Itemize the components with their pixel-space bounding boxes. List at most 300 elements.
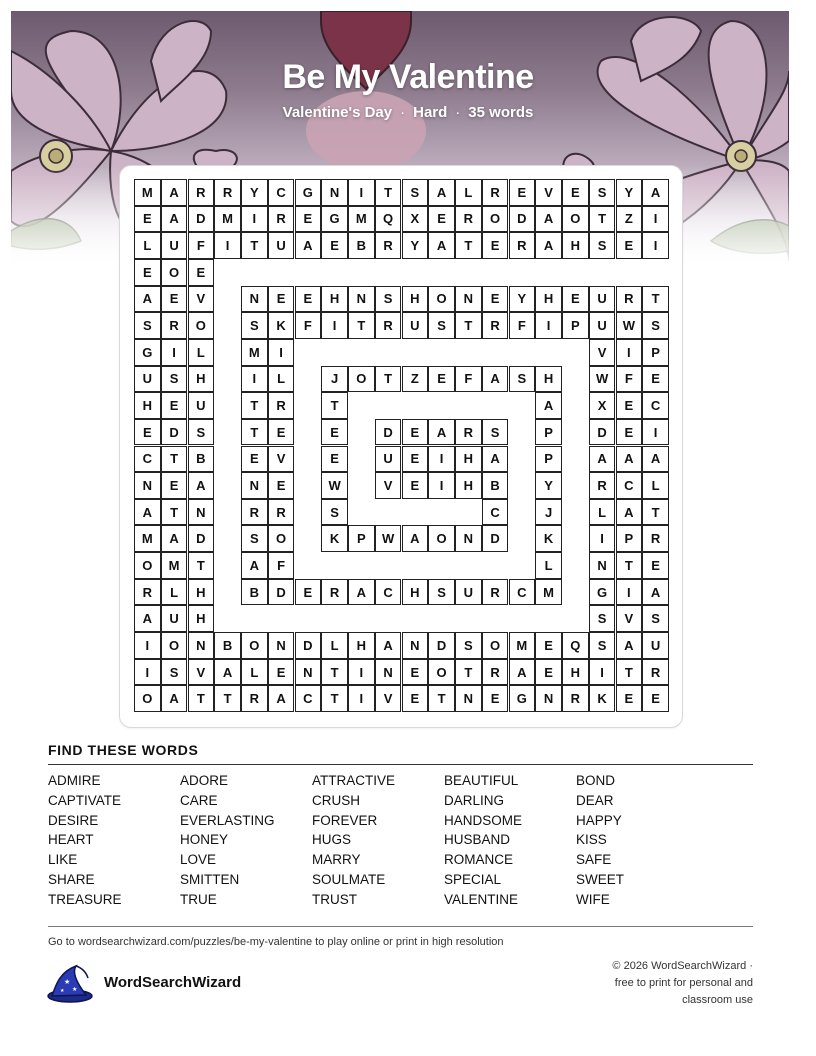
grid-cell[interactable]: E <box>482 286 509 313</box>
grid-cell[interactable]: D <box>295 632 322 659</box>
grid-cell[interactable]: S <box>428 312 455 339</box>
grid-cell[interactable]: C <box>616 472 643 499</box>
grid-cell[interactable]: I <box>161 339 188 366</box>
grid-cell[interactable]: H <box>562 232 589 259</box>
letter-grid[interactable] <box>134 179 669 712</box>
grid-cell[interactable]: I <box>321 312 348 339</box>
grid-cell[interactable]: V <box>375 685 402 712</box>
grid-cell[interactable]: A <box>428 179 455 206</box>
grid-cell[interactable]: I <box>642 206 669 233</box>
grid-cell[interactable]: P <box>535 419 562 446</box>
grid-cell[interactable]: S <box>241 525 268 552</box>
grid-cell[interactable]: D <box>482 525 509 552</box>
grid-cell[interactable]: R <box>188 179 215 206</box>
grid-cell[interactable]: R <box>268 206 295 233</box>
grid-cell[interactable]: O <box>482 206 509 233</box>
grid-cell[interactable]: N <box>321 179 348 206</box>
grid-cell[interactable]: I <box>268 339 295 366</box>
grid-cell[interactable]: I <box>428 446 455 473</box>
grid-cell[interactable]: B <box>482 472 509 499</box>
grid-cell[interactable]: Y <box>509 286 536 313</box>
grid-cell[interactable]: I <box>241 206 268 233</box>
grid-cell[interactable]: H <box>188 579 215 606</box>
grid-cell[interactable]: E <box>428 206 455 233</box>
grid-cell[interactable]: S <box>455 632 482 659</box>
grid-cell[interactable]: R <box>642 659 669 686</box>
grid-cell[interactable]: E <box>161 286 188 313</box>
grid-cell[interactable]: F <box>616 366 643 393</box>
grid-cell[interactable]: T <box>428 685 455 712</box>
grid-cell[interactable]: T <box>161 499 188 526</box>
grid-cell[interactable]: R <box>482 312 509 339</box>
grid-cell[interactable]: L <box>268 366 295 393</box>
grid-cell[interactable]: I <box>616 339 643 366</box>
grid-cell[interactable]: E <box>134 419 161 446</box>
grid-cell[interactable]: K <box>535 525 562 552</box>
grid-cell[interactable]: G <box>509 685 536 712</box>
grid-cell[interactable]: E <box>295 206 322 233</box>
grid-cell[interactable]: L <box>455 179 482 206</box>
grid-cell[interactable]: A <box>375 632 402 659</box>
grid-cell[interactable]: O <box>348 366 375 393</box>
grid-cell[interactable]: E <box>161 392 188 419</box>
grid-cell[interactable]: C <box>509 579 536 606</box>
grid-cell[interactable]: E <box>616 232 643 259</box>
grid-cell[interactable]: E <box>321 419 348 446</box>
grid-cell[interactable]: J <box>535 499 562 526</box>
grid-cell[interactable]: I <box>348 659 375 686</box>
grid-cell[interactable]: N <box>295 659 322 686</box>
grid-cell[interactable]: D <box>268 579 295 606</box>
grid-cell[interactable]: R <box>642 525 669 552</box>
grid-cell[interactable]: A <box>616 446 643 473</box>
grid-cell[interactable]: T <box>214 685 241 712</box>
grid-cell[interactable]: E <box>616 419 643 446</box>
grid-cell[interactable]: I <box>214 232 241 259</box>
grid-cell[interactable]: O <box>161 259 188 286</box>
grid-cell[interactable]: W <box>321 472 348 499</box>
grid-cell[interactable]: I <box>535 312 562 339</box>
grid-cell[interactable]: Q <box>562 632 589 659</box>
grid-cell[interactable]: I <box>589 659 616 686</box>
grid-cell[interactable]: T <box>589 206 616 233</box>
grid-cell[interactable]: W <box>375 525 402 552</box>
grid-cell[interactable]: R <box>134 579 161 606</box>
grid-cell[interactable]: I <box>428 472 455 499</box>
grid-cell[interactable]: E <box>241 446 268 473</box>
grid-cell[interactable]: T <box>642 499 669 526</box>
grid-cell[interactable]: O <box>134 685 161 712</box>
grid-cell[interactable]: O <box>161 632 188 659</box>
grid-cell[interactable]: U <box>161 232 188 259</box>
grid-cell[interactable]: P <box>348 525 375 552</box>
grid-cell[interactable]: H <box>134 392 161 419</box>
grid-cell[interactable]: H <box>321 286 348 313</box>
grid-cell[interactable]: M <box>134 525 161 552</box>
grid-cell[interactable]: E <box>321 232 348 259</box>
grid-cell[interactable]: I <box>348 685 375 712</box>
grid-cell[interactable]: A <box>535 232 562 259</box>
grid-cell[interactable]: D <box>375 419 402 446</box>
grid-cell[interactable]: H <box>455 472 482 499</box>
grid-cell[interactable]: I <box>642 419 669 446</box>
grid-cell[interactable]: N <box>188 632 215 659</box>
grid-cell[interactable]: O <box>268 525 295 552</box>
grid-cell[interactable]: M <box>509 632 536 659</box>
grid-cell[interactable]: C <box>134 446 161 473</box>
grid-cell[interactable]: O <box>241 632 268 659</box>
grid-cell[interactable]: T <box>188 552 215 579</box>
grid-cell[interactable]: L <box>241 659 268 686</box>
grid-cell[interactable]: N <box>241 472 268 499</box>
grid-cell[interactable]: E <box>616 685 643 712</box>
grid-cell[interactable]: A <box>214 659 241 686</box>
grid-cell[interactable]: E <box>428 366 455 393</box>
grid-cell[interactable]: A <box>642 579 669 606</box>
grid-cell[interactable]: H <box>188 366 215 393</box>
grid-cell[interactable]: D <box>188 525 215 552</box>
grid-cell[interactable]: S <box>161 659 188 686</box>
grid-cell[interactable]: R <box>482 659 509 686</box>
grid-cell[interactable]: T <box>375 366 402 393</box>
grid-cell[interactable]: R <box>375 312 402 339</box>
grid-cell[interactable]: S <box>321 499 348 526</box>
grid-cell[interactable]: E <box>642 366 669 393</box>
grid-cell[interactable]: D <box>161 419 188 446</box>
grid-cell[interactable]: U <box>375 446 402 473</box>
grid-cell[interactable]: I <box>616 579 643 606</box>
grid-cell[interactable]: S <box>482 419 509 446</box>
grid-cell[interactable]: N <box>535 685 562 712</box>
grid-cell[interactable]: C <box>482 499 509 526</box>
grid-cell[interactable]: L <box>535 552 562 579</box>
grid-cell[interactable]: N <box>455 525 482 552</box>
grid-cell[interactable]: D <box>428 632 455 659</box>
grid-cell[interactable]: A <box>535 392 562 419</box>
grid-cell[interactable]: F <box>509 312 536 339</box>
grid-cell[interactable]: H <box>402 579 429 606</box>
grid-cell[interactable]: Y <box>616 179 643 206</box>
grid-cell[interactable]: D <box>589 419 616 446</box>
grid-cell[interactable]: F <box>268 552 295 579</box>
grid-cell[interactable]: R <box>482 179 509 206</box>
grid-cell[interactable]: U <box>402 312 429 339</box>
grid-cell[interactable]: E <box>295 286 322 313</box>
grid-cell[interactable]: T <box>321 659 348 686</box>
grid-cell[interactable]: A <box>589 446 616 473</box>
grid-cell[interactable]: U <box>589 286 616 313</box>
grid-cell[interactable]: E <box>482 232 509 259</box>
grid-cell[interactable]: O <box>482 632 509 659</box>
grid-cell[interactable]: A <box>161 179 188 206</box>
grid-cell[interactable]: A <box>161 685 188 712</box>
grid-cell[interactable]: R <box>268 499 295 526</box>
grid-cell[interactable]: P <box>642 339 669 366</box>
grid-cell[interactable]: R <box>616 286 643 313</box>
grid-cell[interactable]: W <box>616 312 643 339</box>
grid-cell[interactable]: S <box>589 632 616 659</box>
grid-cell[interactable]: E <box>134 206 161 233</box>
grid-cell[interactable]: C <box>268 179 295 206</box>
grid-cell[interactable]: A <box>348 579 375 606</box>
grid-cell[interactable]: E <box>402 659 429 686</box>
grid-cell[interactable]: R <box>562 685 589 712</box>
grid-cell[interactable]: V <box>188 286 215 313</box>
grid-cell[interactable]: P <box>616 525 643 552</box>
grid-cell[interactable]: O <box>562 206 589 233</box>
grid-cell[interactable]: E <box>562 179 589 206</box>
grid-cell[interactable]: B <box>188 446 215 473</box>
grid-cell[interactable]: E <box>482 685 509 712</box>
grid-cell[interactable]: L <box>321 632 348 659</box>
grid-cell[interactable]: K <box>321 525 348 552</box>
grid-cell[interactable]: D <box>509 206 536 233</box>
grid-cell[interactable]: R <box>214 179 241 206</box>
grid-cell[interactable]: E <box>134 259 161 286</box>
grid-cell[interactable]: T <box>321 392 348 419</box>
grid-cell[interactable]: F <box>295 312 322 339</box>
grid-cell[interactable]: H <box>455 446 482 473</box>
grid-cell[interactable]: U <box>642 632 669 659</box>
grid-cell[interactable]: C <box>295 685 322 712</box>
grid-cell[interactable]: I <box>134 632 161 659</box>
grid-cell[interactable]: N <box>455 685 482 712</box>
grid-cell[interactable]: C <box>375 579 402 606</box>
grid-cell[interactable]: E <box>535 632 562 659</box>
grid-cell[interactable]: E <box>188 259 215 286</box>
grid-cell[interactable]: F <box>188 232 215 259</box>
grid-cell[interactable]: A <box>188 472 215 499</box>
grid-cell[interactable]: V <box>268 446 295 473</box>
grid-cell[interactable]: M <box>241 339 268 366</box>
grid-cell[interactable]: F <box>455 366 482 393</box>
grid-cell[interactable]: Z <box>402 366 429 393</box>
grid-cell[interactable]: E <box>535 659 562 686</box>
grid-cell[interactable]: V <box>616 605 643 632</box>
grid-cell[interactable]: E <box>616 392 643 419</box>
grid-cell[interactable]: V <box>589 339 616 366</box>
grid-cell[interactable]: A <box>134 605 161 632</box>
grid-cell[interactable]: S <box>402 179 429 206</box>
grid-cell[interactable]: S <box>589 179 616 206</box>
grid-cell[interactable]: Y <box>241 179 268 206</box>
grid-cell[interactable]: U <box>161 605 188 632</box>
grid-cell[interactable]: A <box>134 286 161 313</box>
grid-cell[interactable]: I <box>589 525 616 552</box>
grid-cell[interactable]: V <box>188 659 215 686</box>
grid-cell[interactable]: H <box>562 659 589 686</box>
grid-cell[interactable]: E <box>402 419 429 446</box>
grid-cell[interactable]: W <box>589 366 616 393</box>
grid-cell[interactable]: T <box>188 685 215 712</box>
grid-cell[interactable]: E <box>161 472 188 499</box>
grid-cell[interactable]: T <box>348 312 375 339</box>
grid-cell[interactable]: G <box>295 179 322 206</box>
grid-cell[interactable]: R <box>241 499 268 526</box>
grid-cell[interactable]: S <box>375 286 402 313</box>
grid-cell[interactable]: S <box>509 366 536 393</box>
grid-cell[interactable]: A <box>616 499 643 526</box>
grid-cell[interactable]: O <box>134 552 161 579</box>
grid-cell[interactable]: R <box>482 579 509 606</box>
grid-cell[interactable]: A <box>161 525 188 552</box>
grid-cell[interactable]: D <box>188 206 215 233</box>
grid-cell[interactable]: M <box>134 179 161 206</box>
grid-cell[interactable]: X <box>402 206 429 233</box>
grid-cell[interactable]: E <box>402 685 429 712</box>
grid-cell[interactable]: E <box>321 446 348 473</box>
grid-cell[interactable]: Q <box>375 206 402 233</box>
grid-cell[interactable]: S <box>589 232 616 259</box>
grid-cell[interactable]: A <box>134 499 161 526</box>
grid-cell[interactable]: E <box>402 446 429 473</box>
grid-cell[interactable]: A <box>509 659 536 686</box>
grid-cell[interactable]: H <box>535 366 562 393</box>
grid-cell[interactable]: B <box>214 632 241 659</box>
grid-cell[interactable]: A <box>482 366 509 393</box>
grid-cell[interactable]: A <box>428 419 455 446</box>
grid-cell[interactable]: T <box>241 232 268 259</box>
grid-cell[interactable]: A <box>642 179 669 206</box>
grid-cell[interactable]: M <box>214 206 241 233</box>
grid-cell[interactable]: N <box>375 659 402 686</box>
grid-cell[interactable]: A <box>161 206 188 233</box>
grid-cell[interactable]: Y <box>535 472 562 499</box>
grid-cell[interactable]: K <box>589 685 616 712</box>
grid-cell[interactable]: T <box>455 312 482 339</box>
grid-cell[interactable]: S <box>241 312 268 339</box>
grid-cell[interactable]: E <box>268 659 295 686</box>
grid-cell[interactable]: H <box>535 286 562 313</box>
grid-cell[interactable]: S <box>428 579 455 606</box>
grid-cell[interactable]: J <box>321 366 348 393</box>
grid-cell[interactable]: T <box>616 659 643 686</box>
grid-cell[interactable]: A <box>642 446 669 473</box>
grid-cell[interactable]: S <box>642 605 669 632</box>
grid-cell[interactable]: C <box>642 392 669 419</box>
grid-cell[interactable]: B <box>348 232 375 259</box>
grid-cell[interactable]: R <box>455 419 482 446</box>
grid-cell[interactable]: G <box>134 339 161 366</box>
grid-cell[interactable]: T <box>241 419 268 446</box>
grid-cell[interactable]: T <box>161 446 188 473</box>
grid-cell[interactable]: P <box>562 312 589 339</box>
grid-cell[interactable]: E <box>295 579 322 606</box>
grid-cell[interactable]: S <box>589 605 616 632</box>
grid-cell[interactable]: T <box>375 179 402 206</box>
grid-cell[interactable]: B <box>241 579 268 606</box>
grid-cell[interactable]: I <box>642 232 669 259</box>
grid-cell[interactable]: O <box>428 286 455 313</box>
grid-cell[interactable]: R <box>589 472 616 499</box>
grid-cell[interactable]: A <box>402 525 429 552</box>
grid-cell[interactable]: X <box>589 392 616 419</box>
grid-cell[interactable]: N <box>188 499 215 526</box>
grid-cell[interactable]: R <box>161 312 188 339</box>
grid-cell[interactable]: R <box>241 685 268 712</box>
grid-cell[interactable]: U <box>589 312 616 339</box>
grid-cell[interactable]: T <box>616 552 643 579</box>
grid-cell[interactable]: S <box>161 366 188 393</box>
grid-cell[interactable]: A <box>428 232 455 259</box>
grid-cell[interactable]: N <box>268 632 295 659</box>
grid-cell[interactable]: E <box>642 552 669 579</box>
grid-cell[interactable]: Z <box>616 206 643 233</box>
grid-cell[interactable]: O <box>188 312 215 339</box>
grid-cell[interactable]: A <box>295 232 322 259</box>
grid-cell[interactable]: V <box>535 179 562 206</box>
grid-cell[interactable]: U <box>268 232 295 259</box>
grid-cell[interactable]: G <box>589 579 616 606</box>
grid-cell[interactable]: R <box>268 392 295 419</box>
grid-cell[interactable]: H <box>188 605 215 632</box>
grid-cell[interactable]: E <box>642 685 669 712</box>
grid-cell[interactable]: S <box>134 312 161 339</box>
grid-cell[interactable]: E <box>268 286 295 313</box>
grid-cell[interactable]: V <box>375 472 402 499</box>
grid-cell[interactable]: N <box>455 286 482 313</box>
grid-cell[interactable]: N <box>348 286 375 313</box>
grid-cell[interactable]: A <box>482 446 509 473</box>
grid-cell[interactable]: N <box>241 286 268 313</box>
grid-cell[interactable]: I <box>134 659 161 686</box>
grid-cell[interactable]: L <box>134 232 161 259</box>
grid-cell[interactable]: M <box>348 206 375 233</box>
grid-cell[interactable]: R <box>509 232 536 259</box>
grid-cell[interactable]: E <box>562 286 589 313</box>
grid-cell[interactable]: S <box>188 419 215 446</box>
grid-cell[interactable]: A <box>241 552 268 579</box>
grid-cell[interactable]: S <box>642 312 669 339</box>
grid-cell[interactable]: M <box>161 552 188 579</box>
grid-cell[interactable]: L <box>642 472 669 499</box>
grid-cell[interactable]: A <box>616 632 643 659</box>
grid-cell[interactable]: E <box>402 472 429 499</box>
grid-cell[interactable]: I <box>241 366 268 393</box>
grid-cell[interactable]: R <box>455 206 482 233</box>
grid-cell[interactable]: T <box>241 392 268 419</box>
grid-cell[interactable]: P <box>535 446 562 473</box>
grid-cell[interactable]: Y <box>402 232 429 259</box>
grid-cell[interactable]: E <box>268 472 295 499</box>
grid-cell[interactable]: A <box>268 685 295 712</box>
grid-cell[interactable]: L <box>188 339 215 366</box>
grid-cell[interactable]: U <box>134 366 161 393</box>
grid-cell[interactable]: N <box>589 552 616 579</box>
grid-cell[interactable]: R <box>375 232 402 259</box>
grid-cell[interactable]: L <box>589 499 616 526</box>
grid-cell[interactable]: M <box>535 579 562 606</box>
grid-cell[interactable]: T <box>321 685 348 712</box>
grid-cell[interactable]: U <box>455 579 482 606</box>
grid-cell[interactable]: H <box>402 286 429 313</box>
grid-cell[interactable]: I <box>348 179 375 206</box>
grid-cell[interactable]: K <box>268 312 295 339</box>
grid-cell[interactable]: G <box>321 206 348 233</box>
grid-cell[interactable]: E <box>509 179 536 206</box>
grid-cell[interactable]: T <box>642 286 669 313</box>
grid-cell[interactable]: T <box>455 232 482 259</box>
grid-cell[interactable]: E <box>268 419 295 446</box>
grid-cell[interactable]: O <box>428 525 455 552</box>
grid-cell[interactable]: L <box>161 579 188 606</box>
grid-cell[interactable]: T <box>455 659 482 686</box>
grid-cell[interactable]: N <box>134 472 161 499</box>
grid-cell[interactable]: R <box>321 579 348 606</box>
grid-cell[interactable]: H <box>348 632 375 659</box>
grid-cell[interactable]: A <box>535 206 562 233</box>
grid-cell[interactable]: O <box>428 659 455 686</box>
